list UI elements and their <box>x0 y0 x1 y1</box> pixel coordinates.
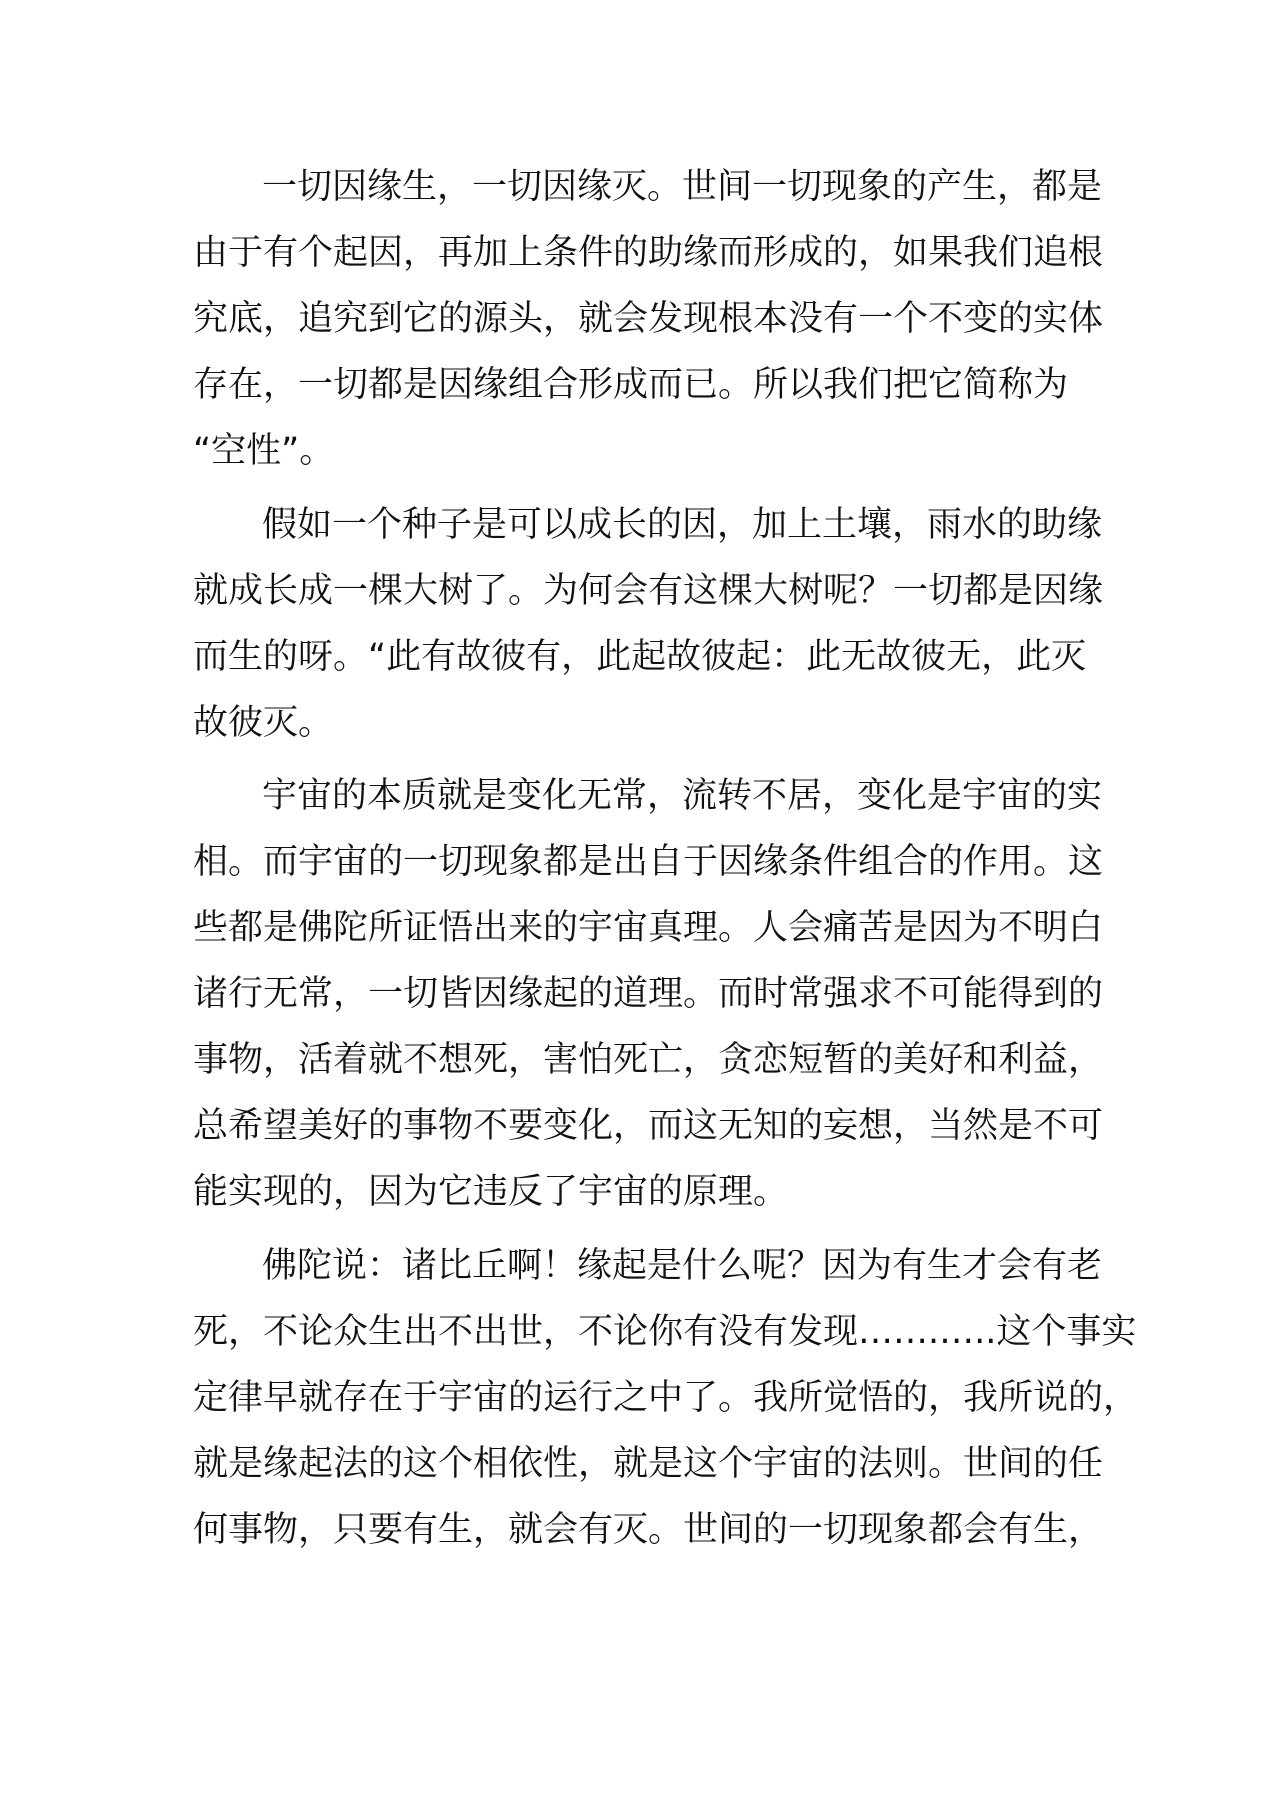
text-line: 故彼灭。 <box>193 703 334 743</box>
text-line: 诸行无常，一切皆因缘起的道理。而时常强求不可能得到的 <box>193 974 1104 1014</box>
text-line: 究底，追究到它的源头，就会发现根本没有一个不变的实体 <box>193 299 1104 339</box>
text-line: 存在，一切都是因缘组合形成而已。所以我们把它简称为 <box>193 365 1069 405</box>
text-line: 一切因缘生，一切因缘灭。世间一切现象的产生，都是 <box>262 167 1103 207</box>
text-line: 死，不论众生出不出世，不论你有没有发现…….…..这个事实 <box>193 1312 1137 1352</box>
text-line: 就是缘起法的这个相依性，就是这个宇宙的法则。世间的任 <box>193 1444 1104 1484</box>
text-line: 何事物，只要有生，就会有灭。世间的一切现象都会有生， <box>193 1510 1104 1550</box>
text-line: 宇宙的本质就是变化无常，流转不居，变化是宇宙的实 <box>262 776 1103 816</box>
text-line: 事物，活着就不想死，害怕死亡，贪恋短暂的美好和利益， <box>193 1040 1104 1080</box>
text-line: 假如一个种子是可以成长的因，加上土壤，雨水的助缘 <box>262 505 1103 545</box>
text-line: 总希望美好的事物不要变化，而这无知的妄想，当然是不可 <box>193 1106 1104 1146</box>
text-line: 些都是佛陀所证悟出来的宇宙真理。人会痛苦是因为不明白 <box>193 908 1104 948</box>
text-line: 而生的呀。“此有故彼有，此起故彼起：此无故彼无，此灭 <box>193 637 1087 677</box>
text-line: 由于有个起因，再加上条件的助缘而形成的，如果我们追根 <box>193 233 1104 273</box>
text-line: “空性”。 <box>193 431 335 471</box>
text-line: 能实现的，因为它违反了宇宙的原理。 <box>193 1172 789 1212</box>
text-line: 佛陀说：诸比丘啊！缘起是什么呢？因为有生才会有老 <box>262 1246 1103 1286</box>
text-line: 相。而宇宙的一切现象都是出自于因缘条件组合的作用。这 <box>193 842 1104 882</box>
text-line: 就成长成一棵大树了。为何会有这棵大树呢？一切都是因缘 <box>193 571 1104 611</box>
text-line: 定律早就存在于宇宙的运行之中了。我所觉悟的，我所说的， <box>193 1378 1139 1418</box>
